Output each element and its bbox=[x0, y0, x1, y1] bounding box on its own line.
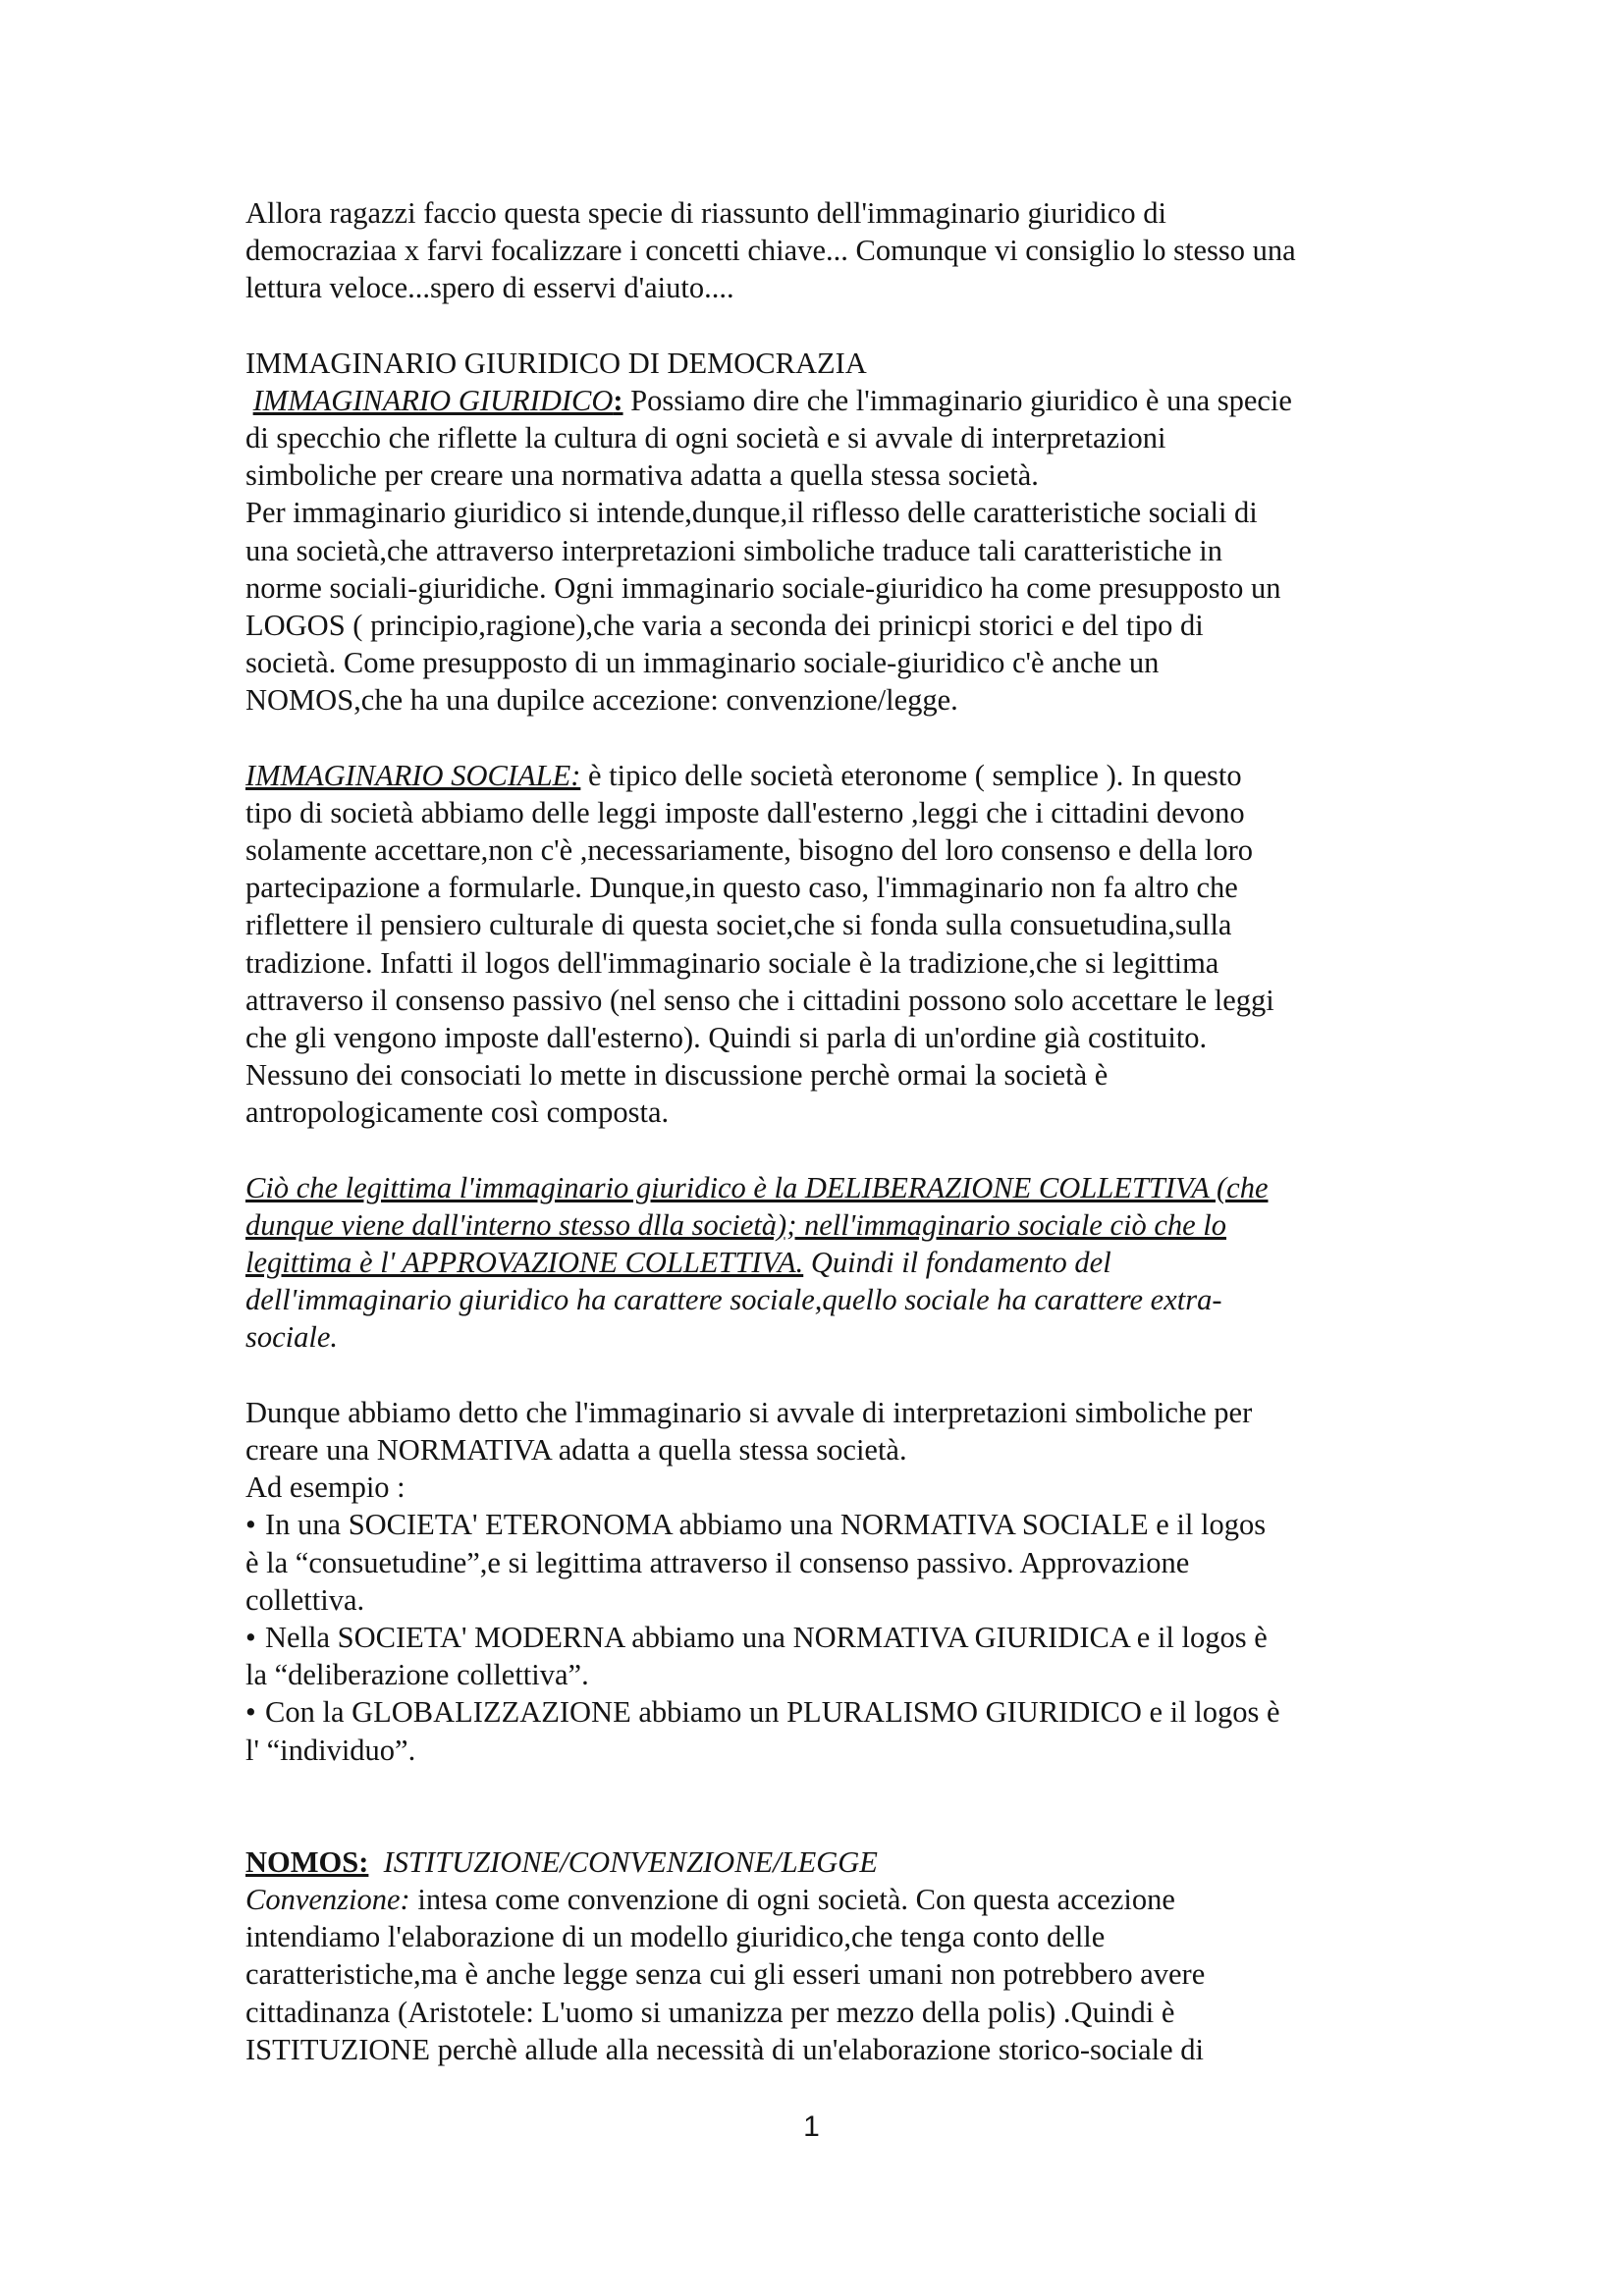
section5-line: cittadinanza (Aristotele: L'uomo si umanizza per mezzo della polis) .Quindi è bbox=[245, 1995, 1175, 2029]
section1-line: una società,che attraverso interpretazioni simboliche traduce tali caratteristiche in bbox=[245, 533, 1223, 567]
section2-line: attraverso il consenso passivo (nel senso che i cittadini possono solo accettare le leggi bbox=[245, 983, 1274, 1017]
document-title: IMMAGINARIO GIURIDICO DI DEMOCRAZIA bbox=[245, 346, 867, 380]
section2-line: tipo di società abbiamo delle leggi imposte dall'esterno ,leggi che i cittadini devono bbox=[245, 795, 1245, 829]
section5-text: intesa come convenzione di ogni società. Con questa accezione bbox=[409, 1882, 1175, 1916]
spacer bbox=[245, 720, 1394, 757]
nomos-heading: NOMOS: bbox=[245, 1844, 369, 1879]
section2-line: riflettere il pensiero culturale di questa societ,che si fonda sulla consuetudina,sulla bbox=[245, 908, 1232, 942]
section2-line: che gli vengono imposte dall'esterno). Quindi si parla di un'ordine già costituito. bbox=[245, 1021, 1208, 1055]
term-immaginario-giuridico: IMMAGINARIO GIURIDICO bbox=[252, 383, 614, 417]
section4-line: creare una NORMATIVA adatta a quella stessa società. bbox=[245, 1432, 907, 1467]
section3-line: dunque viene dall'interno stesso dlla società); nell'immaginario sociale ciò che lo bbox=[245, 1207, 1227, 1242]
section4-line: Ad esempio : bbox=[245, 1470, 406, 1505]
term-immaginario-sociale: IMMAGINARIO SOCIALE: bbox=[245, 758, 581, 792]
section1-line: NOMOS,che ha una dupilce accezione: convenzione/legge. bbox=[245, 683, 958, 718]
term-convenzione: Convenzione: bbox=[245, 1882, 410, 1916]
bullet-text: l' “individuo”. bbox=[245, 1733, 416, 1767]
section3-text: Quindi il fondamento del bbox=[803, 1246, 1111, 1280]
section1-text: Possiamo dire che l'immaginario giuridico è una specie bbox=[622, 383, 1292, 417]
bullet-text: Con la GLOBALIZZAZIONE abbiamo un PLURALISMO GIURIDICO e il logos è bbox=[265, 1695, 1280, 1730]
section1-line: norme sociali-giuridiche. Ogni immaginario sociale-giuridico ha come presupposto un bbox=[245, 570, 1281, 605]
section3-line: sociale. bbox=[245, 1320, 339, 1355]
spacer bbox=[245, 1806, 1394, 1843]
section1-line: simboliche per creare una normativa adatta a quella stessa società. bbox=[245, 458, 1039, 493]
spacer bbox=[245, 1769, 1394, 1806]
bullet-text: è la “consuetudine”,e si legittima attraverso il consenso passivo. Approvazione bbox=[245, 1545, 1190, 1579]
intro-line: democraziaa x farvi focalizzare i concetti chiave... Comunque vi consiglio lo stesso una bbox=[245, 234, 1296, 268]
bullet-icon: • bbox=[245, 1620, 256, 1654]
section1-line: società. Come presupposto di un immaginario sociale-giuridico c'è anche un bbox=[245, 646, 1160, 680]
term-colon: : bbox=[613, 383, 623, 417]
section3-underlined: legittima è l' APPROVAZIONE COLLETTIVA. bbox=[245, 1246, 804, 1280]
bullet-text: Nella SOCIETA' MODERNA abbiamo una NORMATIVA GIURIDICA e il logos è bbox=[265, 1620, 1268, 1654]
bullet-icon: • bbox=[245, 1695, 256, 1730]
bullet-item bbox=[245, 1693, 1394, 1731]
section5-line: ISTITUZIONE perchè allude alla necessità di un'elaborazione storico-sociale di bbox=[245, 2032, 1205, 2066]
section2-text: è tipico delle società eteronome ( semplice ). In questo bbox=[580, 758, 1242, 792]
section2-line: Nessuno dei consociati lo mette in discussione perchè ormai la società è bbox=[245, 1058, 1109, 1093]
section1-line: di specchio che riflette la cultura di ogni società e si avvale di interpretazioni bbox=[245, 421, 1166, 455]
nomos-subheading: ISTITUZIONE/CONVENZIONE/LEGGE bbox=[383, 1844, 878, 1879]
section1-line: Per immaginario giuridico si intende,dunque,il riflesso delle caratteristiche sociali di bbox=[245, 496, 1258, 530]
section5-line: intendiamo l'elaborazione di un modello giuridico,che tenga conto delle bbox=[245, 1920, 1106, 1954]
section2-line bbox=[245, 757, 1394, 794]
section4-line: Dunque abbiamo detto che l'immaginario si avvale di interpretazioni simboliche per bbox=[245, 1395, 1253, 1429]
section5-line: caratteristiche,ma è anche legge senza cui gli esseri umani non potrebbero avere bbox=[245, 1957, 1206, 1992]
section3-line: dell'immaginario giuridico ha carattere sociale,quello sociale ha carattere extra- bbox=[245, 1283, 1222, 1317]
section2-line: partecipazione a formularle. Dunque,in questo caso, l'immaginario non fa altro che bbox=[245, 871, 1238, 905]
bullet-icon: • bbox=[245, 1508, 256, 1542]
spacer bbox=[245, 1357, 1394, 1394]
intro-line: lettura veloce...spero di esservi d'aiuto.... bbox=[245, 271, 734, 305]
section2-line: antropologicamente così composta. bbox=[245, 1095, 670, 1130]
bullet-text: collettiva. bbox=[245, 1582, 365, 1617]
spacer bbox=[245, 1132, 1394, 1169]
section3-line: Ciò che legittima l'immaginario giuridico è la DELIBERAZIONE COLLETTIVA (che bbox=[245, 1170, 1269, 1204]
bullet-text: la “deliberazione collettiva”. bbox=[245, 1658, 589, 1692]
document-page bbox=[245, 194, 1394, 2068]
section1-line: LOGOS ( principio,ragione),che varia a seconda dei prinicpi storici e del tipo di bbox=[245, 609, 1204, 643]
bullet-item bbox=[245, 1506, 1394, 1543]
page-number: 1 bbox=[803, 2110, 820, 2143]
nomos-heading-line bbox=[245, 1843, 1394, 1881]
section2-line: tradizione. Infatti il logos dell'immaginario sociale è la tradizione,che si legittima bbox=[245, 945, 1219, 980]
section3-line bbox=[245, 1244, 1394, 1281]
bullet-item bbox=[245, 1619, 1394, 1656]
section1-line bbox=[245, 382, 1394, 419]
section2-line: solamente accettare,non c'è ,necessariamente, bisogno del loro consenso e della loro bbox=[245, 833, 1253, 868]
section5-line bbox=[245, 1881, 1394, 1918]
spacer bbox=[245, 307, 1394, 345]
bullet-text: In una SOCIETA' ETERONOMA abbiamo una NORMATIVA SOCIALE e il logos bbox=[265, 1508, 1267, 1542]
intro-line: Allora ragazzi faccio questa specie di riassunto dell'immaginario giuridico di bbox=[245, 196, 1166, 230]
